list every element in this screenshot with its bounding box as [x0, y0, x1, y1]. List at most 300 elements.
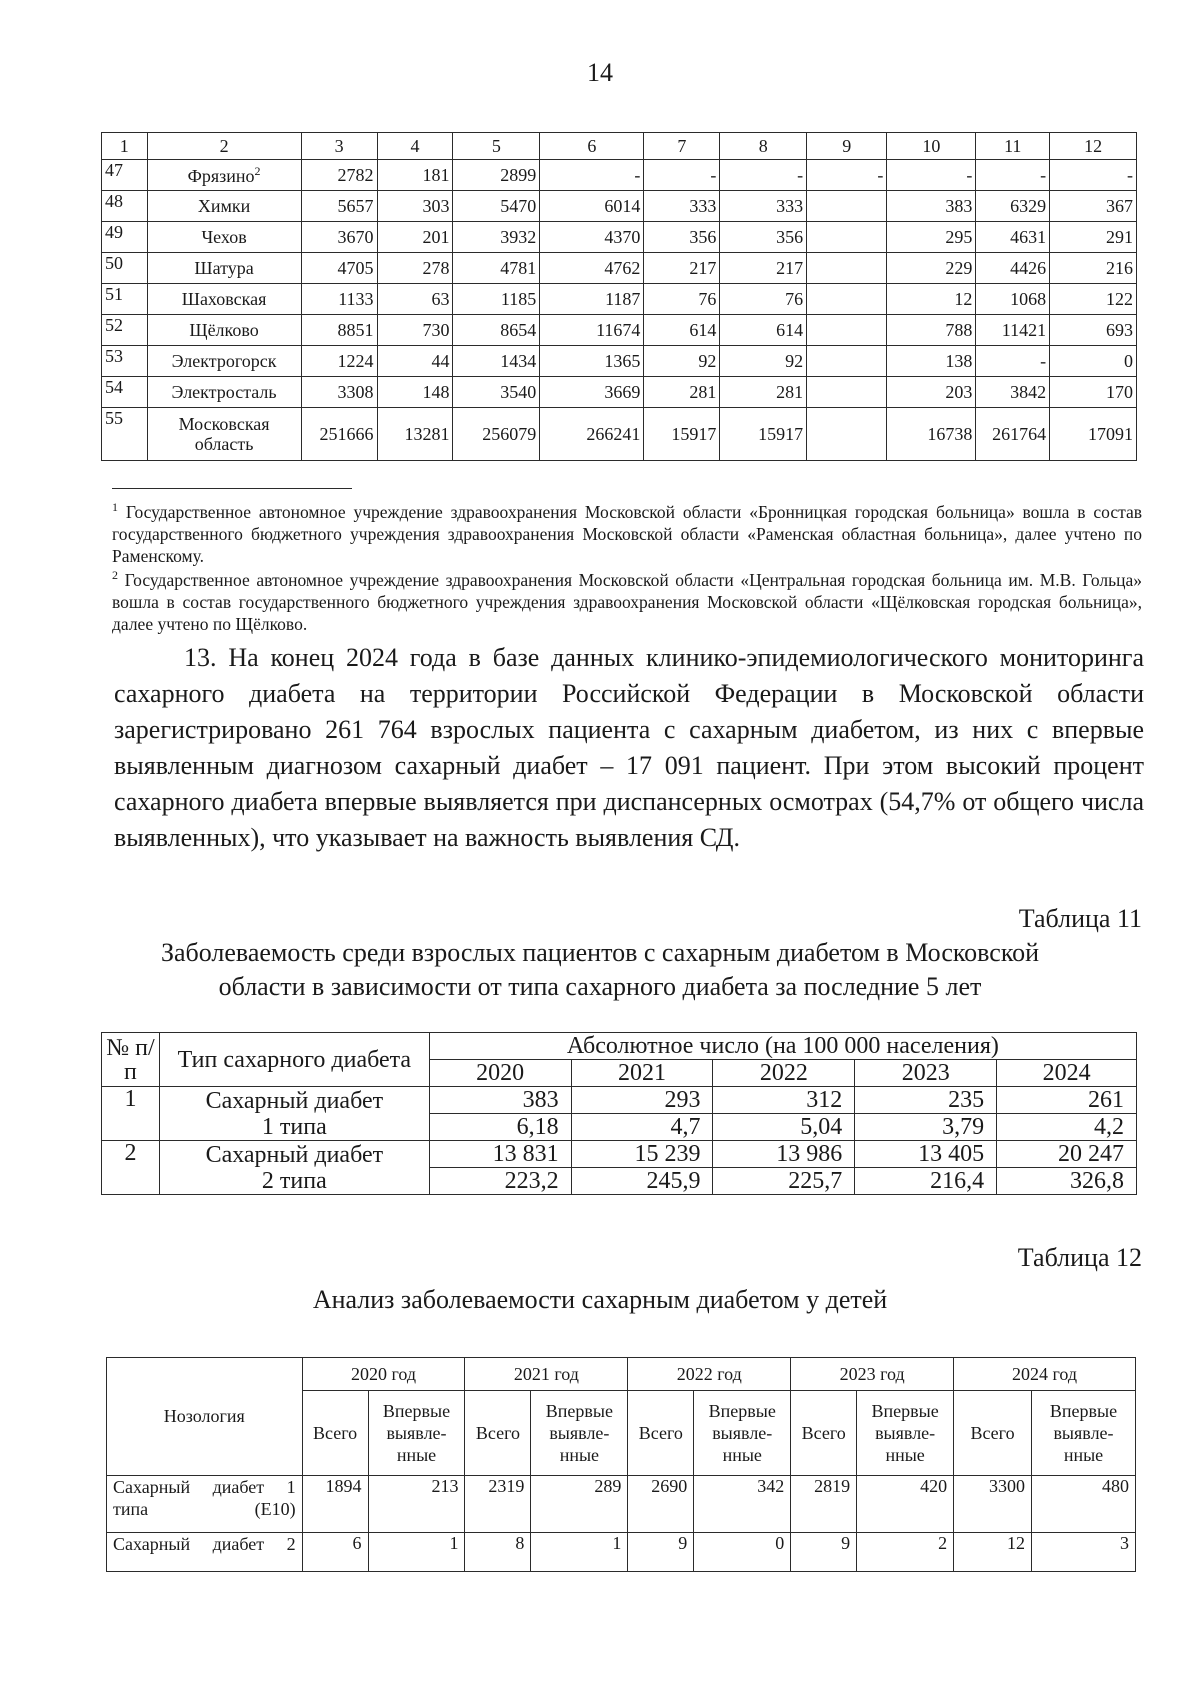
cell-text: 122 [1106, 288, 1133, 309]
table-row [102, 191, 1137, 222]
table12-row [107, 1476, 1136, 1533]
sub-new-header: Впервые выявле-нные [694, 1391, 791, 1476]
cell-text: - [877, 164, 884, 185]
cell-text: 730 [422, 319, 450, 340]
header-cell: 3 [301, 133, 377, 160]
header-cell: 11 [976, 133, 1050, 160]
year-header: 2024 год [954, 1358, 1136, 1391]
table-cell: 2819 [791, 1476, 857, 1533]
table-cell [644, 160, 720, 191]
table-cell: 251666 [301, 408, 377, 461]
table-cell [102, 315, 148, 346]
cell-text: 92 [698, 350, 717, 371]
page-number: 14 [587, 58, 613, 87]
cell-text: 53 [105, 346, 123, 366]
table-cell [301, 191, 377, 222]
header-cell: 1 [102, 133, 148, 160]
table-cell [377, 160, 453, 191]
cell-text: 3540 [500, 381, 537, 402]
abs-value: 13 831 [429, 1141, 571, 1168]
table-cell: 8 [465, 1533, 531, 1572]
table-cell: 3 [1031, 1533, 1135, 1572]
year-header: 2024 [997, 1060, 1137, 1087]
cell-text: 48 [105, 191, 123, 211]
table-cell [644, 191, 720, 222]
table-cell: 1 [531, 1533, 628, 1572]
table-cell: 9 [791, 1533, 857, 1572]
table-cell [720, 346, 807, 377]
cell-text: - [1040, 350, 1047, 371]
table-cell [102, 253, 148, 284]
municipality-name [147, 160, 301, 191]
table-cell [976, 346, 1050, 377]
cell-text: 333 [776, 195, 804, 216]
table-cell [540, 346, 644, 377]
cell-text: 3670 [337, 226, 374, 247]
cell-text: - [1040, 164, 1047, 185]
rate-value: 4,2 [997, 1114, 1137, 1141]
sub-total-header: Всего [791, 1391, 857, 1476]
table-cell [644, 253, 720, 284]
cell-text: Химки [197, 195, 251, 216]
cell-text: 3669 [604, 381, 641, 402]
cell-text: 217 [689, 257, 717, 278]
table-cell [453, 253, 540, 284]
diabetes-type: Сахарный диабет 2 типа [159, 1141, 429, 1195]
table-cell [102, 222, 148, 253]
table-cell: 15917 [644, 408, 720, 461]
cell-text: 217 [776, 257, 804, 278]
table-row [102, 315, 1137, 346]
year-header: 2023 год [791, 1358, 954, 1391]
table-cell [453, 160, 540, 191]
table-cell [720, 191, 807, 222]
abs-value: 20 247 [997, 1141, 1137, 1168]
col-type-header: Тип сахарного диабета [159, 1033, 429, 1087]
year-header: 2021 год [465, 1358, 628, 1391]
table-cell [453, 222, 540, 253]
cell-text: 4781 [500, 257, 537, 278]
cell-text: Щёлково [189, 319, 259, 340]
cell-text: 138 [945, 350, 973, 371]
sub-new-header: Впервые выявле-нные [1031, 1391, 1135, 1476]
table-row [102, 346, 1137, 377]
table-cell: 2 [857, 1533, 954, 1572]
cell-text: 356 [776, 226, 804, 247]
rate-value: 4,7 [571, 1114, 713, 1141]
table-row [102, 253, 1137, 284]
body-paragraph [114, 640, 1144, 856]
table-cell [540, 222, 644, 253]
cell-text: 281 [776, 381, 804, 402]
cell-text: 47 [105, 160, 123, 180]
cell-text: 356 [689, 226, 717, 247]
table-cell [1050, 160, 1137, 191]
table-cell [644, 284, 720, 315]
table-header-row [102, 133, 1137, 160]
table-cell [301, 377, 377, 408]
table-cell [976, 253, 1050, 284]
table11-row-abs [102, 1087, 1137, 1114]
cell-text: - [634, 164, 641, 185]
cell-text: 5470 [500, 195, 537, 216]
header-cell: 2 [147, 133, 301, 160]
abs-value: 261 [997, 1087, 1137, 1114]
table-cell [301, 346, 377, 377]
abs-value: 383 [429, 1087, 571, 1114]
table-cell [807, 377, 887, 408]
rate-value: 225,7 [713, 1168, 855, 1195]
cell-text: 92 [785, 350, 804, 371]
municipality-name [147, 408, 301, 461]
year-header: 2022 [713, 1060, 855, 1087]
table-cell [540, 315, 644, 346]
table-cell [644, 222, 720, 253]
table-cell [102, 284, 148, 315]
name-line2: область [194, 434, 254, 454]
table-cell [887, 377, 976, 408]
table-cell [976, 284, 1050, 315]
table-cell [887, 315, 976, 346]
table-cell: 2319 [465, 1476, 531, 1533]
table-cell [807, 315, 887, 346]
cell-text: 278 [422, 257, 450, 278]
cell-text: 8851 [337, 319, 374, 340]
cell-text: 50 [105, 253, 123, 273]
rate-value: 5,04 [713, 1114, 855, 1141]
cell-text: 44 [431, 350, 450, 371]
table-cell [807, 346, 887, 377]
header-cell: 6 [540, 133, 644, 160]
cell-text: 12 [954, 288, 973, 309]
abs-value: 235 [855, 1087, 997, 1114]
footnote-divider [112, 488, 352, 489]
table-cell [720, 315, 807, 346]
row-num: 1 [102, 1087, 160, 1141]
municipality-name [147, 377, 301, 408]
cell-text: 1224 [337, 350, 374, 371]
cell-text: 63 [431, 288, 450, 309]
footnote-1-text: Государственное автономное учреждение здравоохранения Московской области «Бронницкая городская больница» вошла в состав государственного бюджетного учреждения здравоохранения Московской области «Раменская областная больница», далее учтено по Раменскому. [112, 501, 1142, 566]
cell-text: - [710, 164, 717, 185]
cell-text: 281 [689, 381, 717, 402]
cell-text: 8654 [500, 319, 537, 340]
sub-new-header: Впервые выявле-нные [857, 1391, 954, 1476]
cell-text: 4762 [604, 257, 641, 278]
table-cell [453, 315, 540, 346]
cell-text: 4631 [1010, 226, 1047, 247]
table-row [102, 284, 1137, 315]
table-cell [540, 160, 644, 191]
municipality-name [147, 191, 301, 222]
table-cell: 13281 [377, 408, 453, 461]
table11-row-abs [102, 1141, 1137, 1168]
cell-text: 216 [1106, 257, 1133, 278]
table-cell [377, 346, 453, 377]
table-cell [377, 191, 453, 222]
table-cell: 1 [368, 1533, 465, 1572]
cell-text: 3932 [500, 226, 537, 247]
table-cell [807, 191, 887, 222]
header-cell: 4 [377, 133, 453, 160]
header-cell: 7 [644, 133, 720, 160]
table-cell [301, 253, 377, 284]
cell-text: Электросталь [171, 381, 277, 402]
table-cell [976, 191, 1050, 222]
table-cell [807, 408, 887, 461]
table-cell [453, 191, 540, 222]
table-cell [1050, 315, 1137, 346]
cell-text: 693 [1106, 319, 1133, 340]
table-cell [807, 284, 887, 315]
table-cell [540, 253, 644, 284]
cell-text: - [966, 164, 973, 185]
table-cell: 480 [1031, 1476, 1135, 1533]
table-cell [887, 160, 976, 191]
cell-text: 1185 [500, 288, 537, 309]
nozology-name: Сахарный диабет 2 [107, 1533, 303, 1572]
municipality-name [147, 315, 301, 346]
cell-text: 1187 [605, 288, 641, 309]
cell-text: 11674 [596, 319, 641, 340]
cell-text: Фрязино [187, 165, 255, 186]
abs-value: 13 986 [713, 1141, 855, 1168]
table-cell: 15917 [720, 408, 807, 461]
sub-total-header: Всего [954, 1391, 1032, 1476]
nozology-name: Сахарный диабет 1 типа (Е10) [107, 1476, 303, 1533]
cell-text: 3308 [337, 381, 374, 402]
cell-text: 49 [105, 222, 123, 242]
rate-value: 326,8 [997, 1168, 1137, 1195]
table-cell [720, 377, 807, 408]
cell-text: 1133 [338, 288, 374, 309]
table-cell [377, 284, 453, 315]
table-cell [887, 284, 976, 315]
table-cell [377, 377, 453, 408]
name-line1: Московская [178, 414, 270, 434]
header-cell: 8 [720, 133, 807, 160]
table-row [102, 160, 1137, 191]
abs-value: 293 [571, 1087, 713, 1114]
cell-text: Электрогорск [171, 350, 277, 371]
cell-text: 148 [422, 381, 450, 402]
cell-text: 6014 [604, 195, 641, 216]
cell-text: 203 [945, 381, 973, 402]
rate-value: 216,4 [855, 1168, 997, 1195]
table11 [101, 1032, 1137, 1195]
table12-caption: Таблица 12 [1017, 1243, 1142, 1272]
sub-new-header: Впервые выявле-нные [368, 1391, 465, 1476]
cell-text: 76 [785, 288, 804, 309]
rate-value: 223,2 [429, 1168, 571, 1195]
footnote-2-text: Государственное автономное учреждение здравоохранения Московской области «Центральная городская больница им. М.В. Гольца» вошла в состав государственного бюджетного учреждения здравоохранения Московской области «Щёлковская городская больница», далее учтено по Щёлково. [112, 569, 1142, 634]
cell-text: 2899 [500, 164, 537, 185]
municipality-name [147, 346, 301, 377]
cell-text: 295 [945, 226, 973, 247]
cell-text: 201 [422, 226, 450, 247]
table-cell [887, 253, 976, 284]
paragraph-text: 13. На конец 2024 года в базе данных клинико-эпидемиологического мониторинга сахарного диабета на территории Российской Федерации в Московской области зарегистрировано 261 764 взрослых пациента с сахарным диабетом, из них с впервые выявленным диагнозом сахарный диабет – 17 091 пациент. При этом высокий процент сахарного диабета впервые выявляется при диспансерных осмотрах (54,7% от общего числа выявленных), что указывает на важность выявления СД. [114, 643, 1144, 852]
municipality-name [147, 253, 301, 284]
table-cell [644, 315, 720, 346]
year-header: 2020 [429, 1060, 571, 1087]
cell-text: 170 [1106, 381, 1133, 402]
cell-text: 3842 [1010, 381, 1047, 402]
table-cell: 420 [857, 1476, 954, 1533]
cell-text: 614 [776, 319, 804, 340]
table12-row [107, 1533, 1136, 1572]
header-cell: 10 [887, 133, 976, 160]
cell-text: 1434 [500, 350, 537, 371]
table-cell: 55 [102, 408, 148, 461]
table-cell [102, 346, 148, 377]
table11-title-line1: Заболеваемость среди взрослых пациентов с сахарным диабетом в Московской [160, 938, 1040, 967]
table-cell: 266241 [540, 408, 644, 461]
table-cell [976, 377, 1050, 408]
row-num: 2 [102, 1141, 160, 1195]
table-cell: 213 [368, 1476, 465, 1533]
table-cell [807, 160, 887, 191]
header-cell: 5 [453, 133, 540, 160]
cell-text: 229 [945, 257, 973, 278]
table-cell [887, 346, 976, 377]
cell-text: 4426 [1010, 257, 1047, 278]
municipality-name [147, 222, 301, 253]
table-cell: 16738 [887, 408, 976, 461]
table-cell [453, 377, 540, 408]
table-row [102, 377, 1137, 408]
table-cell: 3300 [954, 1476, 1032, 1533]
table-cell [1050, 346, 1137, 377]
cell-text: 4705 [337, 257, 374, 278]
table-cell [720, 160, 807, 191]
table-cell [453, 284, 540, 315]
table-cell: 261764 [976, 408, 1050, 461]
table-cell [1050, 191, 1137, 222]
table-cell [887, 222, 976, 253]
abs-value: 15 239 [571, 1141, 713, 1168]
abs-value: 312 [713, 1087, 855, 1114]
table-cell [540, 377, 644, 408]
table-cell [301, 284, 377, 315]
table11-title [0, 936, 1200, 1004]
footnote-2 [112, 564, 1142, 635]
cell-text: 11421 [1001, 319, 1047, 340]
table-cell [540, 191, 644, 222]
cell-text: 54 [105, 377, 123, 397]
municipalities-table [101, 132, 1137, 461]
table-cell: 1894 [302, 1476, 368, 1533]
rate-value: 245,9 [571, 1168, 713, 1195]
table12 [106, 1357, 1136, 1572]
table11-caption: Таблица 11 [1018, 904, 1142, 933]
table-cell: 17091 [1050, 408, 1137, 461]
table-cell: 9 [628, 1533, 694, 1572]
table-cell [976, 315, 1050, 346]
table-cell [377, 315, 453, 346]
sub-total-header: Всего [628, 1391, 694, 1476]
abs-value: 13 405 [855, 1141, 997, 1168]
table-cell [720, 222, 807, 253]
cell-text: 788 [945, 319, 973, 340]
footnote-ref-2: 2 [254, 163, 261, 178]
sub-total-header: Всего [302, 1391, 368, 1476]
year-header: 2021 [571, 1060, 713, 1087]
table-cell [102, 160, 148, 191]
table-cell [1050, 222, 1137, 253]
table-cell: 0 [694, 1533, 791, 1572]
table-cell [807, 222, 887, 253]
footnote-1-mark: 1 [112, 500, 118, 514]
year-header: 2022 год [628, 1358, 791, 1391]
year-header: 2020 год [302, 1358, 465, 1391]
col-num-header: № п/п [102, 1033, 160, 1087]
table-cell: 6 [302, 1533, 368, 1572]
cell-text: 333 [689, 195, 717, 216]
municipality-name [147, 284, 301, 315]
table-row [102, 222, 1137, 253]
footnote-1 [112, 496, 1142, 567]
table-cell [807, 253, 887, 284]
header-cell: 12 [1050, 133, 1137, 160]
cell-text: 614 [689, 319, 717, 340]
cell-text: 6329 [1010, 195, 1047, 216]
table-cell [1050, 377, 1137, 408]
footnote-2-mark: 2 [112, 568, 118, 582]
table-cell: 256079 [453, 408, 540, 461]
cell-text: 1365 [604, 350, 641, 371]
cell-text: 76 [698, 288, 717, 309]
table-cell [887, 191, 976, 222]
table-cell [301, 222, 377, 253]
table-cell: 342 [694, 1476, 791, 1533]
sub-total-header: Всего [465, 1391, 531, 1476]
rate-value: 6,18 [429, 1114, 571, 1141]
cell-text: 181 [422, 164, 450, 185]
sub-new-header: Впервые выявле-нные [531, 1391, 628, 1476]
table-cell [720, 253, 807, 284]
table-row-total [102, 408, 1137, 461]
table-cell [377, 253, 453, 284]
cell-text: 1068 [1010, 288, 1047, 309]
table-cell [1050, 253, 1137, 284]
cell-text: Чехов [201, 226, 247, 247]
cell-text: - [1127, 164, 1133, 185]
cell-text: 5657 [337, 195, 374, 216]
cell-text: 303 [422, 195, 450, 216]
table11-title-line2: области в зависимости от типа сахарного диабета за последние 5 лет [218, 972, 982, 1001]
table-cell [540, 284, 644, 315]
cell-text: - [797, 164, 804, 185]
table12-header-row1 [107, 1358, 1136, 1391]
table-cell: 12 [954, 1533, 1032, 1572]
table12-title: Анализ заболеваемости сахарным диабетом у детей [312, 1285, 888, 1314]
table-cell [453, 346, 540, 377]
table-cell [976, 222, 1050, 253]
cell-text: 4370 [604, 226, 641, 247]
table-cell: 2690 [628, 1476, 694, 1533]
table-cell [301, 315, 377, 346]
cell-text: 52 [105, 315, 123, 335]
table-cell [102, 377, 148, 408]
cell-text: 291 [1106, 226, 1133, 247]
table-cell: 289 [531, 1476, 628, 1533]
table-cell [644, 377, 720, 408]
cell-text: 51 [105, 284, 123, 304]
table11-header-row1 [102, 1033, 1137, 1060]
col-abs-header: Абсолютное число (на 100 000 населения) [429, 1033, 1136, 1060]
diabetes-type: Сахарный диабет 1 типа [159, 1087, 429, 1141]
